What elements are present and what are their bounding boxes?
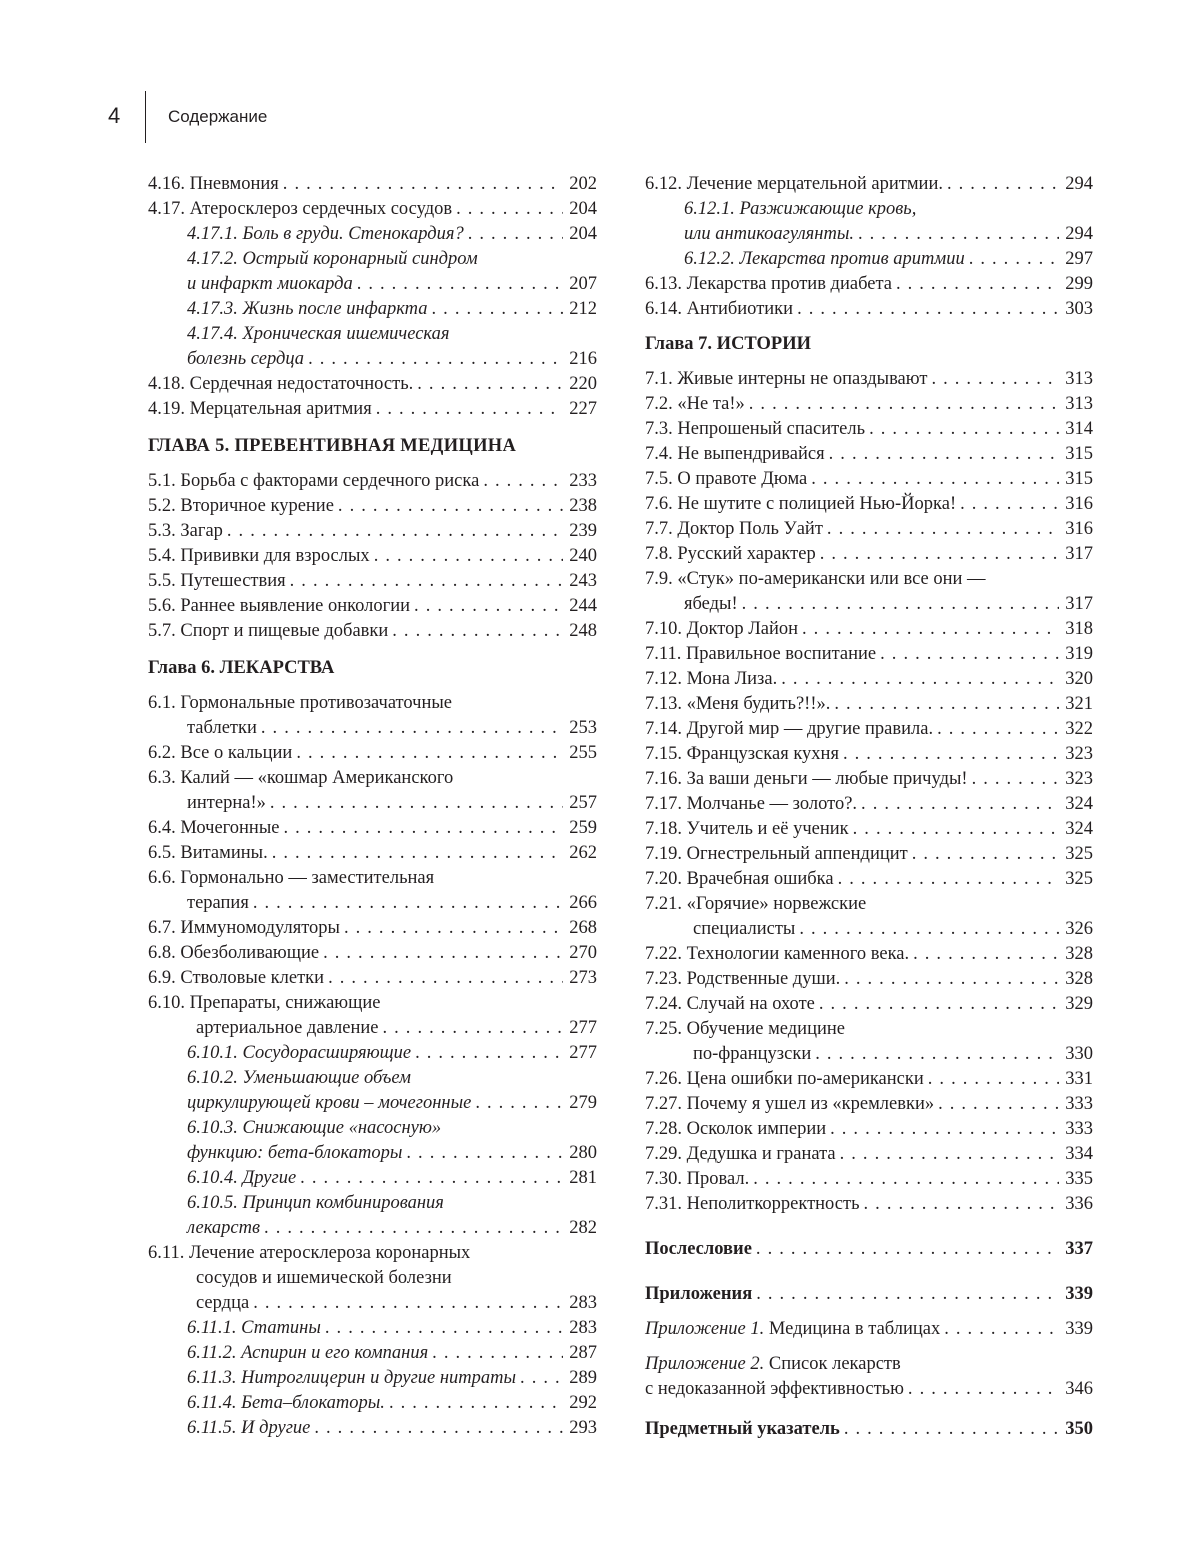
toc-entry: 7.7. Доктор Поль Уайт . . . 316 — [645, 517, 1093, 542]
toc-entry: 4.17.3. Жизнь после инфаркта . . . 212 — [148, 297, 597, 322]
toc-appendices: Приложения . . . 339 — [645, 1282, 1093, 1307]
toc-entry: 6.10.1. Сосудорасширяющие . . . 277 — [148, 1041, 597, 1066]
toc-entry: 7.5. О правоте Дюма . . . 315 — [645, 467, 1093, 492]
toc-entry: 6.11.5. И другие . . . 293 — [148, 1416, 597, 1441]
toc-entry: 6.4. Мочегонные . . . 259 — [148, 816, 597, 841]
chapter-heading: ГЛАВА 5. ПРЕВЕНТИВНАЯ МЕДИЦИНА — [148, 436, 517, 456]
toc-entry: 7.16. За ваши деньги — любые причуды! . . . 323 — [645, 767, 1093, 792]
toc-entry: 7.26. Цена ошибки по-американски . . . 331 — [645, 1067, 1093, 1092]
toc-entry: 6.12.1. Разжижающие кровь, или антикоагулянты. . . . 294 — [645, 197, 1093, 247]
toc-entry: 7.25. Обучение медицине по-французски . . . 330 — [645, 1017, 1093, 1067]
toc-entry: 6.9. Стволовые клетки . . . 273 — [148, 966, 597, 991]
toc-entry: 7.17. Молчанье — золото?. . . . 324 — [645, 792, 1093, 817]
toc-entry: 5.2. Вторичное курение . . . 238 — [148, 494, 597, 519]
toc-right-column — [645, 172, 1093, 1442]
toc-entry: 7.3. Непрошеный спаситель . . . 314 — [645, 417, 1093, 442]
toc-entry: 7.4. Не выпендривайся . . . 315 — [645, 442, 1093, 467]
toc-entry: 7.18. Учитель и её ученик . . . 324 — [645, 817, 1093, 842]
running-title: Содержание — [168, 107, 268, 126]
toc-entry: 7.2. «Не та!» . . . 313 — [645, 392, 1093, 417]
toc-entry: 7.12. Мона Лиза. . . . 320 — [645, 667, 1093, 692]
toc-entry: 7.10. Доктор Лайон . . . 318 — [645, 617, 1093, 642]
toc-entry: 5.3. Загар . . . 239 — [148, 519, 597, 544]
toc-entry: 6.12.2. Лекарства против аритмии . . . 297 — [645, 247, 1093, 272]
toc-entry: 7.29. Дедушка и граната . . . 334 — [645, 1142, 1093, 1167]
toc-entry: 7.9. «Стук» по-американски или все они — ябеды! . . . 317 — [645, 567, 1093, 617]
toc-entry: 7.19. Огнестрельный аппендицит . . . 325 — [645, 842, 1093, 867]
toc-entry: 7.6. Не шутите с полицией Нью-Йорка! . . . 316 — [645, 492, 1093, 517]
toc-entry: 4.16. Пневмония . . . 202 — [148, 172, 597, 197]
toc-entry: 6.11.2. Аспирин и его компания . . . 287 — [148, 1341, 597, 1366]
toc-entry: 6.6. Гормонально — заместительная терапия . . . 266 — [148, 866, 597, 916]
toc-appendix-2: Приложение 2. Список лекарств с недоказанной эффективностью . . . 346 — [645, 1352, 1093, 1402]
toc-entry: 6.13. Лекарства против диабета . . . 299 — [645, 272, 1093, 297]
toc-entry: 6.10.3. Снижающие «насосную» функцию: бета-блокаторы . . . 280 — [148, 1116, 597, 1166]
toc-entry: 6.11.4. Бета–блокаторы. . . . 292 — [148, 1391, 597, 1416]
toc-entry: 6.5. Витамины. . . . 262 — [148, 841, 597, 866]
toc-entry: 5.1. Борьба с факторами сердечного риска . . . 233 — [148, 469, 597, 494]
toc-entry: 6.12. Лечение мерцательной аритмии. . . . 294 — [645, 172, 1093, 197]
toc-entry: 7.14. Другой мир — другие правила. . . . 322 — [645, 717, 1093, 742]
toc-entry: 4.17. Атеросклероз сердечных сосудов . . . 204 — [148, 197, 597, 222]
toc-entry: 4.19. Мерцательная аритмия . . . 227 — [148, 397, 597, 422]
toc-entry: 6.11. Лечение атеросклероза коронарных сосудов и ишемической болезни сердца . . . 283 — [148, 1241, 597, 1316]
toc-entry: 5.5. Путешествия . . . 243 — [148, 569, 597, 594]
toc-entry: 6.3. Калий — «кошмар Американского интерна!» . . . 257 — [148, 766, 597, 816]
toc-entry: 6.2. Все о кальции . . . 255 — [148, 741, 597, 766]
toc-left-column — [148, 172, 597, 1441]
toc-entry: 6.10.5. Принцип комбинирования лекарств . . . 282 — [148, 1191, 597, 1241]
toc-appendix-1: Приложение 1. Медицина в таблицах . . . 339 — [645, 1317, 1093, 1342]
chapter-heading: Глава 7. ИСТОРИИ — [645, 334, 811, 354]
toc-entry: 6.10.2. Уменьшающие объем циркулирующей крови – мочегонные . . . 279 — [148, 1066, 597, 1116]
toc-afterword: Послесловие . . . 337 — [645, 1237, 1093, 1262]
toc-entry: 6.1. Гормональные противозачаточные таблетки . . . 253 — [148, 691, 597, 741]
toc-entry: 6.14. Антибиотики . . . 303 — [645, 297, 1093, 322]
header-divider — [145, 91, 146, 143]
page-number: 4 — [108, 103, 121, 128]
toc-entry: 6.11.1. Статины . . . 283 — [148, 1316, 597, 1341]
toc-entry: 4.18. Сердечная недостаточность. . . . 220 — [148, 372, 597, 397]
toc-entry: 7.31. Неполиткорректность . . . 336 — [645, 1192, 1093, 1217]
toc-entry: 5.4. Прививки для взрослых . . . 240 — [148, 544, 597, 569]
toc-entry: 7.23. Родственные души. . . . 328 — [645, 967, 1093, 992]
toc-entry: 6.10. Препараты, снижающие артериальное давление . . . 277 — [148, 991, 597, 1041]
toc-entry: 5.6. Раннее выявление онкологии . . . 244 — [148, 594, 597, 619]
toc-entry: 6.8. Обезболивающие . . . 270 — [148, 941, 597, 966]
toc-entry: 7.13. «Меня будить?!!». . . . 321 — [645, 692, 1093, 717]
toc-entry: 4.17.2. Острый коронарный синдром и инфаркт миокарда . . . 207 — [148, 247, 597, 297]
toc-entry: 7.28. Осколок империи . . . 333 — [645, 1117, 1093, 1142]
toc-entry: 7.8. Русский характер . . . 317 — [645, 542, 1093, 567]
toc-entry: 4.17.1. Боль в груди. Стенокардия? . . . 204 — [148, 222, 597, 247]
toc-entry: 6.10.4. Другие . . . 281 — [148, 1166, 597, 1191]
toc-entry: 7.15. Французская кухня . . . 323 — [645, 742, 1093, 767]
toc-entry: 7.27. Почему я ушел из «кремлевки» . . . 333 — [645, 1092, 1093, 1117]
toc-entry: 7.1. Живые интерны не опаздывают . . . 313 — [645, 367, 1093, 392]
toc-entry: 6.7. Иммуномодуляторы . . . 268 — [148, 916, 597, 941]
toc-entry: 6.11.3. Нитроглицерин и другие нитраты . . . 289 — [148, 1366, 597, 1391]
toc-index: Предметный указатель . . . 350 — [645, 1417, 1093, 1442]
toc-entry: 7.24. Случай на охоте . . . 329 — [645, 992, 1093, 1017]
toc-entry: 7.21. «Горячие» норвежские специалисты . . . 326 — [645, 892, 1093, 942]
toc-entry: 7.22. Технологии каменного века. . . . 328 — [645, 942, 1093, 967]
toc-entry: 4.17.4. Хроническая ишемическая болезнь сердца . . . 216 — [148, 322, 597, 372]
toc-entry: 5.7. Спорт и пищевые добавки . . . 248 — [148, 619, 597, 644]
toc-entry: 7.20. Врачебная ошибка . . . 325 — [645, 867, 1093, 892]
toc-entry: 7.11. Правильное воспитание . . . 319 — [645, 642, 1093, 667]
chapter-heading: Глава 6. ЛЕКАРСТВА — [148, 658, 335, 678]
toc-entry: 7.30. Провал. . . . 335 — [645, 1167, 1093, 1192]
